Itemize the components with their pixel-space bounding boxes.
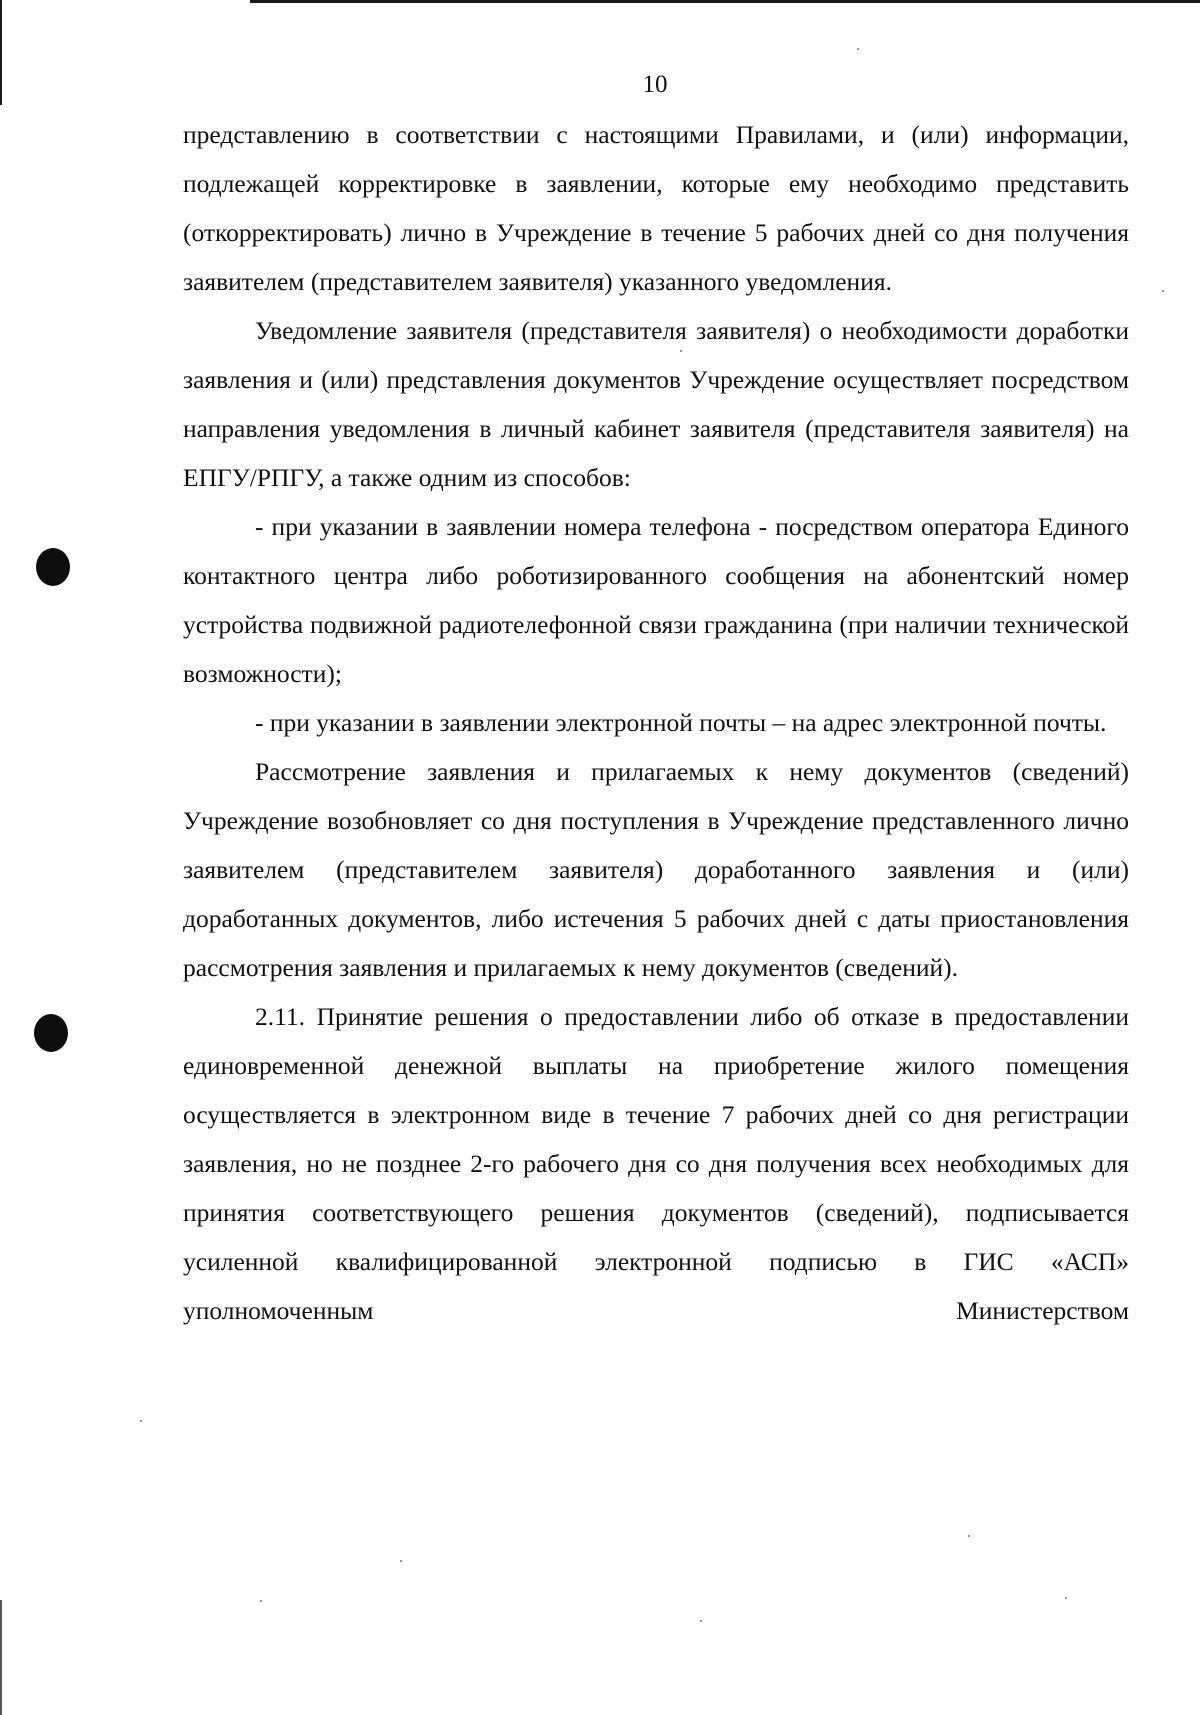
scan-speck [857,48,859,50]
paragraph: Уведомление заявителя (представителя заявителя) о необходимости доработки заявления и (или) представления документов Учреждение осуществляет посредством направления уведомления в личный кабинет заявителя (представителя заявителя) на ЕПГУ/РПГУ, а также одним из способов: [183,316,1129,492]
paragraph: - при указании в заявлении электронной почты – на адрес электронной почты. [255,708,1107,737]
scan-speck [968,1535,970,1537]
paragraph: Рассмотрение заявления и прилагаемых к нему документов (сведений) Учреждение возобновляет со дня поступления в Учреждение представленного лично заявителем (представителем заявителя) доработанного заявления и (или) доработанных документов, либо истечения 5 рабочих дней с даты приостановления рассмотрения заявления и прилагаемых к нему документов (сведений). [183,757,1129,982]
paragraph: - при указании в заявлении номера телефона - посредством оператора Единого контактного центра либо роботизированного сообщения на абонентский номер устройства подвижной радиотелефонной связи гражданина (при наличии технической возможности); [183,512,1129,688]
page-number: 10 [642,71,668,98]
scan-speck [1065,1597,1067,1599]
scan-speck [140,1420,142,1422]
scan-speck [400,1560,402,1562]
document-body [183,110,1129,1335]
punch-hole [36,548,70,586]
scan-speck [260,1600,262,1602]
scan-edge-top [250,0,1200,3]
paragraph: представлению в соответствии с настоящими Правилами, и (или) информации, подлежащей корректировке в заявлении, которые ему необходимо представить (откорректировать) лично в Учреждение в течение 5 рабочих дней со дня получения заявителем (представителем заявителя) указанного уведомления. [183,120,1129,296]
paragraph: 2.11. Принятие решения о предоставлении либо об отказе в предоставлении единовременной денежной выплаты на приобретение жилого помещения осуществляется в электронном виде в течение 7 рабочих дней со дня регистрации заявления, но не позднее 2-го рабочего дня со дня получения всех необходимых для принятия соответствующего решения документов (сведений), подписывается усиленной квалифицированной электронной подписью в ГИС «АСП» уполномоченным Министерством [183,1002,1129,1325]
scan-speck [700,1620,702,1622]
scan-speck [1162,290,1164,292]
punch-hole [34,1014,68,1052]
scan-edge-left-bottom [0,1600,2,1715]
